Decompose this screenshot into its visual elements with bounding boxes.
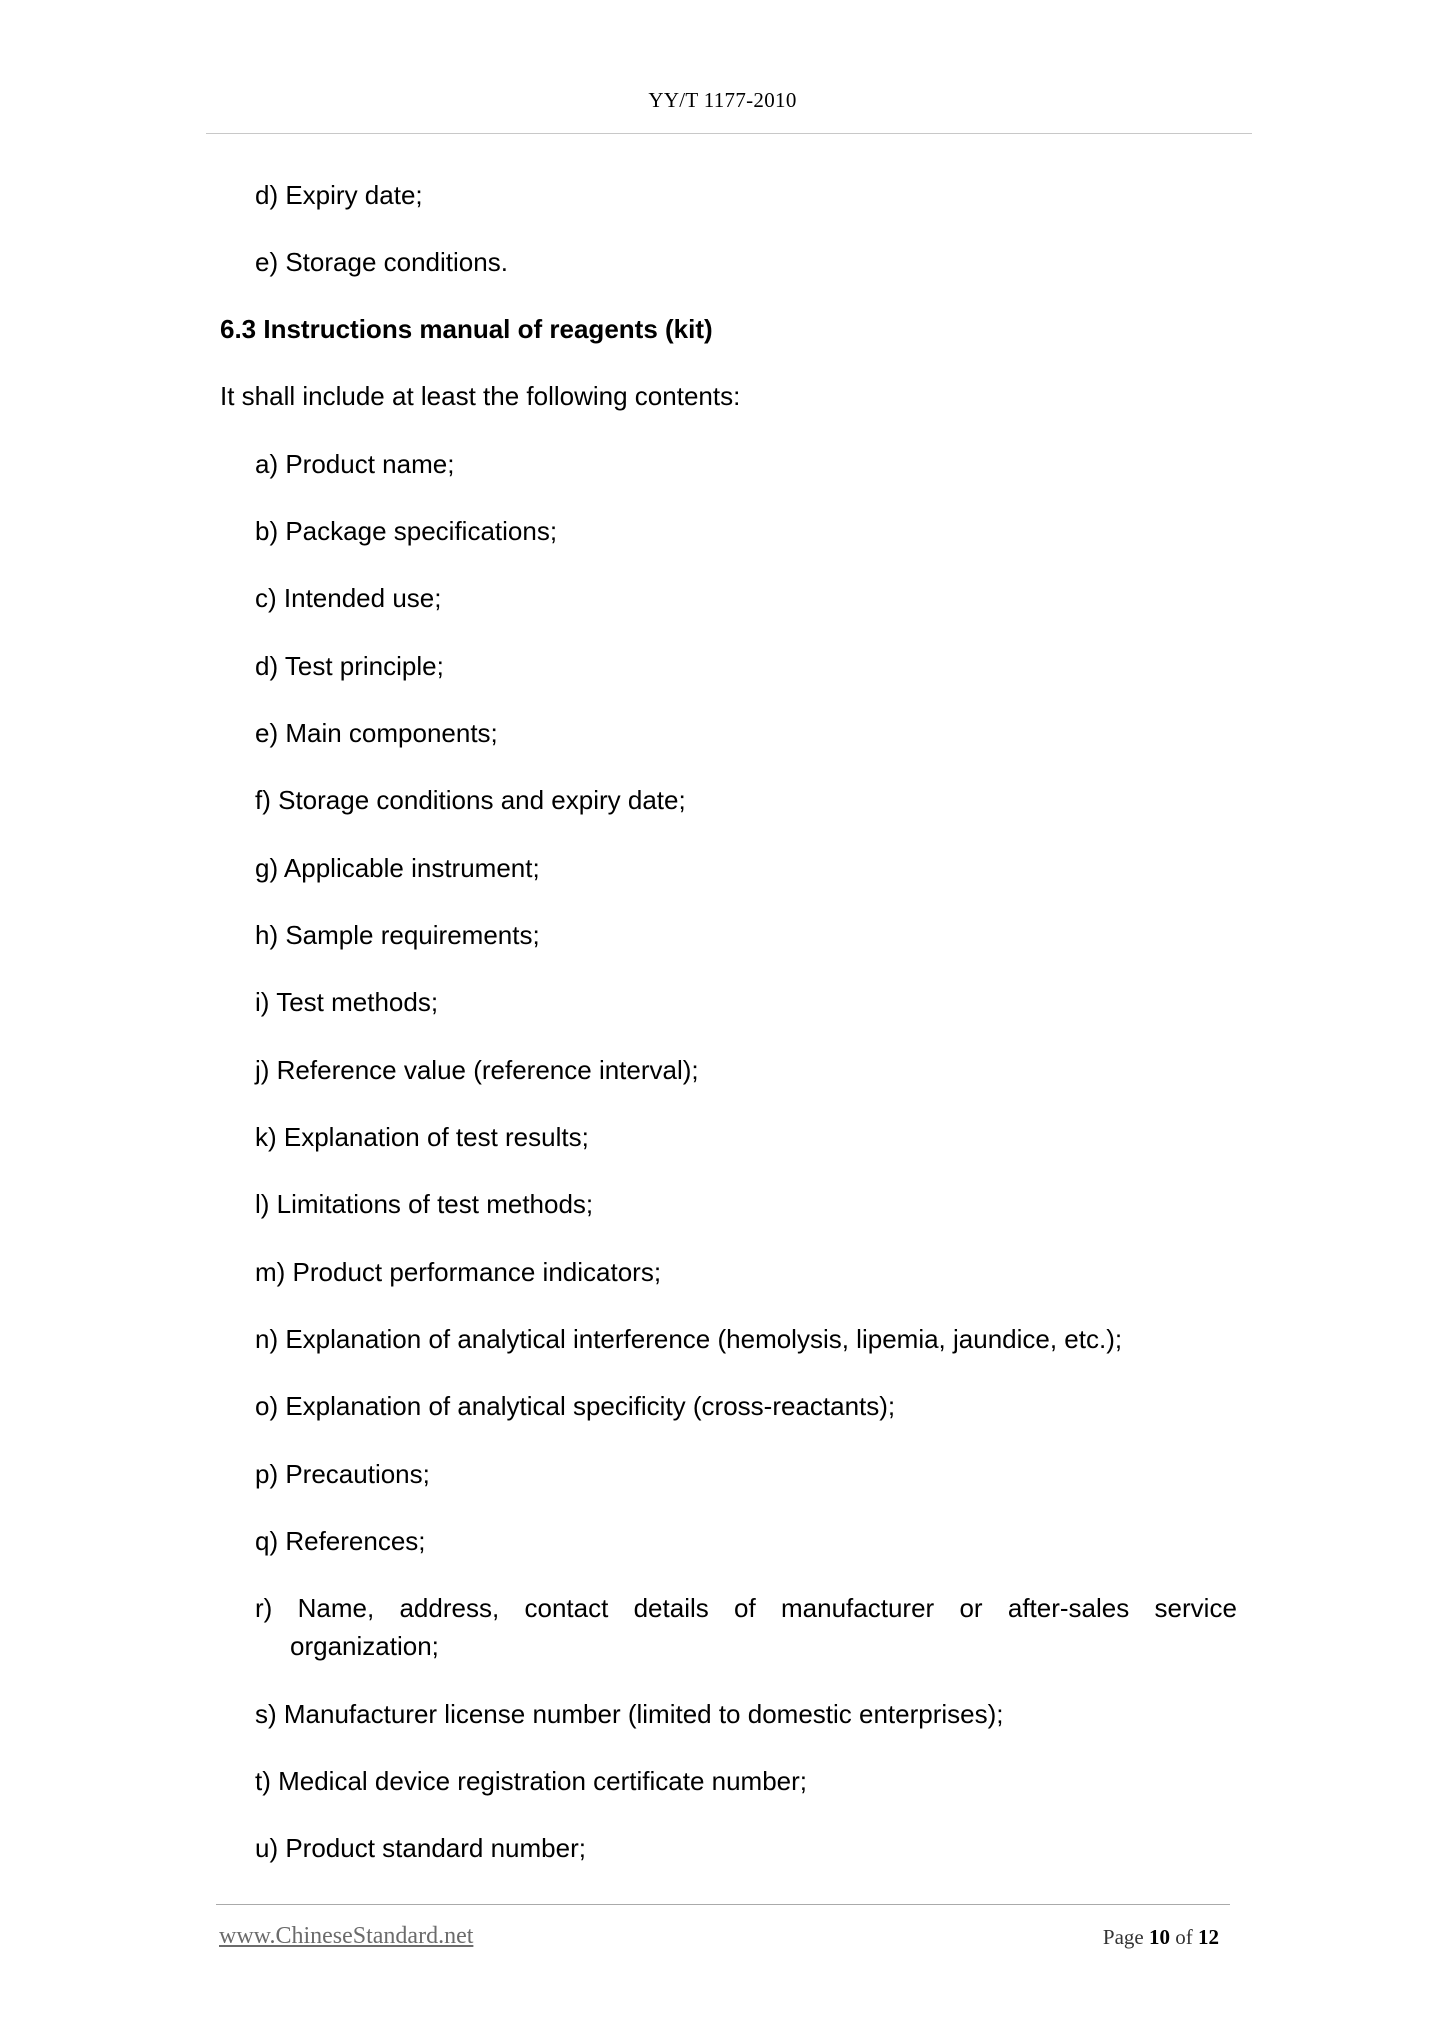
document-number-header: YY/T 1177-2010 [648,88,797,112]
list-item: c) Intended use; [255,583,442,613]
list-item: s) Manufacturer license number (limited to domestic enterprises); [255,1699,1004,1729]
header-divider [206,133,1252,134]
list-item: e) Storage conditions. [255,247,508,277]
list-item: l) Limitations of test methods; [255,1189,594,1219]
page-total: 12 [1198,1925,1219,1949]
list-item: k) Explanation of test results; [255,1122,589,1152]
justified-word: manufacturer [781,1593,935,1623]
list-item: h) Sample requirements; [255,920,540,950]
page-prefix: Page [1102,1925,1144,1949]
justified-word: contact [524,1593,609,1623]
list-item: m) Product performance indicators; [255,1257,662,1287]
justified-word: after-sales [1007,1593,1130,1623]
justified-word: address, [399,1593,500,1623]
list-item: d) Expiry date; [255,180,423,210]
list-item-justified [255,1590,1237,1626]
list-item: i) Test methods; [255,987,439,1017]
section-heading: 6.3 Instructions manual of reagents (kit) [220,314,713,344]
justified-word: of [734,1593,756,1623]
list-item: j) Reference value (reference interval); [255,1055,699,1085]
list-item: b) Package specifications; [255,516,558,546]
list-item: q) References; [255,1526,426,1556]
list-item: a) Product name; [255,449,455,479]
list-item: n) Explanation of analytical interference (hemolysis, lipemia, jaundice, etc.); [255,1324,1123,1354]
page-number [1103,1925,1219,1950]
justified-word: Name, [297,1593,375,1623]
list-item: u) Product standard number; [255,1833,586,1863]
list-item-continuation: organization; [290,1631,439,1661]
website-link[interactable]: www.ChineseStandard.net [219,1923,474,1949]
footer-divider [216,1904,1230,1905]
justified-word: details [633,1593,709,1623]
list-item: e) Main components; [255,718,498,748]
justified-word: r) [255,1593,273,1623]
justified-word: service [1154,1593,1237,1623]
page-of: of [1175,1925,1193,1949]
page-current: 10 [1149,1925,1170,1949]
justified-word: or [959,1593,983,1623]
list-item: t) Medical device registration certificate number; [255,1766,808,1796]
list-item: g) Applicable instrument; [255,853,540,883]
intro-paragraph: It shall include at least the following contents: [220,381,741,411]
list-item: d) Test principle; [255,651,444,681]
list-item: p) Precautions; [255,1459,430,1489]
list-item: o) Explanation of analytical specificity (cross-reactants); [255,1391,896,1421]
list-item: f) Storage conditions and expiry date; [255,785,686,815]
